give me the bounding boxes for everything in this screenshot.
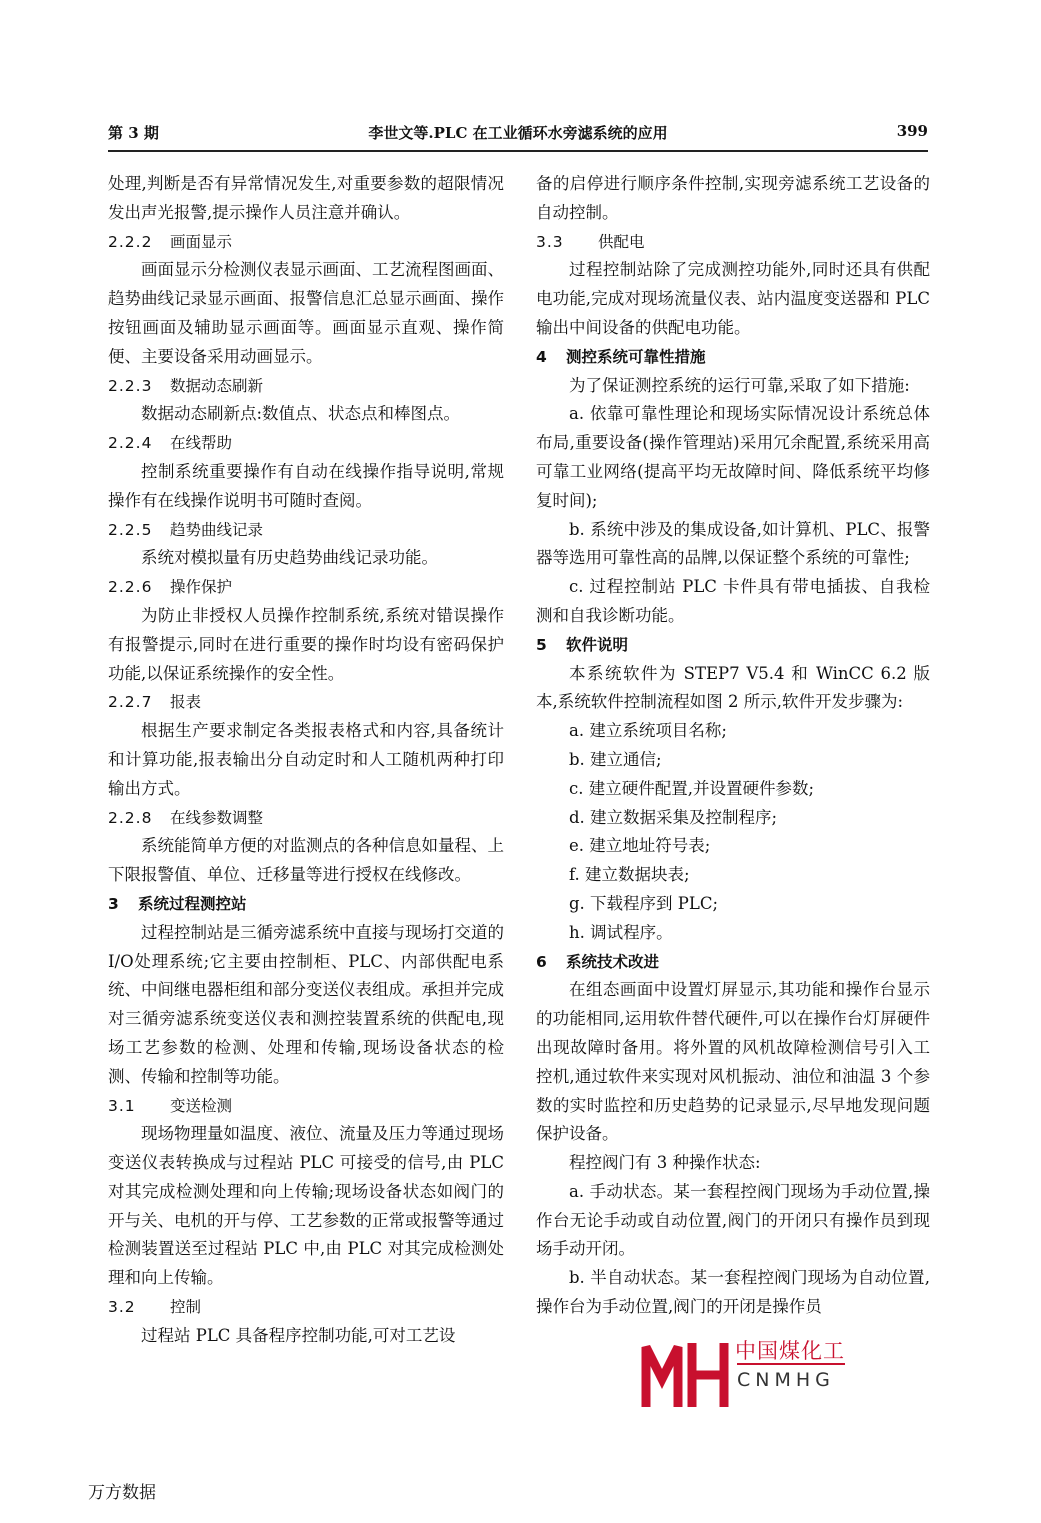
heading-text: 软件说明 [566,635,629,654]
section-heading [536,343,930,372]
heading-text: 变送检测 [170,1096,233,1115]
paragraph: 过程控制站除了完成测控功能外,同时还具有供配电功能,完成对现场流量仪表、站内温度变送器和 PLC 输出中间设备的供配电功能。 [536,260,930,337]
heading-text: 画面显示 [170,232,233,251]
subsection-heading [108,228,504,257]
paragraph: 控制系统重要操作有自动在线操作指导说明,常规操作有在线操作说明书可随时查阅。 [108,461,504,510]
section-heading [536,948,930,977]
heading-number: 2.2.6 [108,578,153,597]
section-heading [536,631,930,660]
heading-number: 2.2.5 [108,520,153,539]
paragraph: 系统对模拟量有历史趋势曲线记录功能。 [141,548,438,568]
heading-number: 3.1 [108,1096,136,1115]
header-rule [108,150,928,152]
paragraph: c. 过程控制站 PLC 卡件具有带电插拔、自我检测和自我诊断功能。 [536,577,930,625]
paragraph: 备的启停进行顺序条件控制,实现旁滤系统工艺设备的自动控制。 [536,174,930,222]
logo-bar [737,1363,845,1365]
paragraph: 系统能简单方便的对监测点的各种信息如量程、上下限报警值、单位、迁移量等进行授权在线修改。 [108,836,504,885]
heading-number: 6 [536,952,548,971]
heading-number: 4 [536,347,548,366]
heading-number: 2.2.4 [108,434,153,453]
logo-english-text: CNMHG [737,1369,835,1391]
paragraph: 本系统软件为 STEP7 V5.4 和 WinCC 6.2 版本,系统软件控制流程如图 2 所示,软件开发步骤为: [536,663,930,712]
heading-text: 测控系统可靠性措施 [566,347,706,366]
subsection-heading [536,228,930,257]
list-item: b. 建立通信; [569,749,662,769]
paragraph: 为防止非授权人员操作控制系统,系统对错误操作有报警提示,同时在进行重要的操作时均设有密码保护功能,以保证系统操作的安全性。 [108,605,504,683]
footer-watermark: 万方数据 [88,1483,156,1503]
list-item: d. 建立数据采集及控制程序; [569,807,778,827]
heading-number: 2.2.8 [108,808,153,827]
list-item: a. 建立系统项目名称; [569,721,727,741]
subsection-heading [108,688,504,717]
paragraph: b. 系统中涉及的集成设备,如计算机、PLC、报警器等选用可靠性高的品牌,以保证整个系统的可靠性; [536,519,930,568]
heading-number: 2.2.2 [108,232,153,251]
heading-text: 控制 [170,1298,202,1317]
paragraph: 程控阀门有 3 种操作状态: [569,1153,761,1173]
heading-text: 系统过程测控站 [138,894,247,913]
subsection-heading [108,1293,504,1322]
subsection-heading [108,516,504,545]
paragraph: 画面显示分检测仪表显示画面、工艺流程图画面、趋势曲线记录显示画面、报警信息汇总显示画面、操作按钮画面及辅助显示画面等。画面显示直观、操作简便、主要设备采用动画显示。 [108,260,504,366]
paragraph: 为了保证测控系统的运行可靠,采取了如下措施: [569,375,910,395]
heading-text: 在线参数调整 [170,808,264,827]
running-title: 李世文等.PLC 在工业循环水旁滤系统的应用 [368,124,668,142]
heading-number: 3.3 [536,232,564,251]
heading-number: 2.2.3 [108,376,153,395]
heading-text: 供配电 [598,232,645,251]
paragraph: 处理,判断是否有异常情况发生,对重要参数的超限情况发出声光报警,提示操作人员注意并确认。 [108,174,504,222]
paragraph: a. 手动状态。某一套程控阀门现场为手动位置,操作台无论手动或自动位置,阀门的开闭只有操作员到现场手动开闭。 [536,1181,930,1259]
subsection-heading [108,573,504,602]
list-item: g. 下载程序到 PLC; [569,893,719,913]
cnmhg-logo [640,1333,855,1413]
right-column [536,170,930,1322]
issue-number: 第 3 期 [108,124,159,142]
logo-mark-icon [640,1333,730,1413]
running-header [108,122,928,148]
subsection-heading [108,372,504,401]
heading-text: 趋势曲线记录 [170,520,264,539]
paragraph: b. 半自动状态。某一套程控阀门现场为自动位置,操作台为手动位置,阀门的开闭是操作员 [536,1268,930,1317]
paragraph: 根据生产要求制定各类报表格式和内容,具备统计和计算功能,报表输出分自动定时和人工随机两种打印输出方式。 [108,721,504,798]
section-heading [108,890,504,919]
logo-chinese-text: 中国煤化工 [735,1339,845,1363]
list-item: c. 建立硬件配置,并设置硬件参数; [569,778,815,798]
page-number: 399 [896,122,928,140]
subsection-heading [108,1092,504,1121]
paragraph: 在组态画面中设置灯屏显示,其功能和操作台显示的功能相同,运用软件替代硬件,可以在操作台灯屏硬件出现故障时备用。将外置的风机故障检测信号引入工控机,通过软件来实现对风机振动、油位和油温 3 个参数的实时监控和历史趋势的记录显示,尽早地发现问题保护设备。 [536,980,930,1144]
list-item: h. 调试程序。 [569,922,673,942]
paragraph: 现场物理量如温度、液位、流量及压力等通过现场变送仪表转换成与过程站 PLC 可接受的信号,由 PLC 对其完成检测处理和向上传输;现场设备状态如阀门的开与关、电机的开与停、工艺参数的正常或报警等通过检测装置送至过程站 PLC 中,由 PLC 对其完成检测处理和向上传输。 [108,1124,504,1288]
heading-text: 操作保护 [170,578,233,597]
paragraph: 过程站 PLC 具备程序控制功能,可对工艺设 [141,1325,456,1345]
paragraph: 过程控制站是三循旁滤系统中直接与现场打交道的I/O处理系统;它主要由控制柜、PLC、内部供配电系统、中间继电器柜组和部分变送仪表组成。承担并完成对三循旁滤系统变送仪表和测控装置系统的供配电,现场工艺参数的检测、处理和传输,现场设备状态的检测、传输和控制等功能。 [108,922,504,1086]
heading-number: 5 [536,635,548,654]
left-column [108,170,504,1351]
heading-number: 3.2 [108,1298,136,1317]
heading-number: 2.2.7 [108,693,153,712]
heading-text: 数据动态刷新 [170,376,264,395]
subsection-heading [108,429,504,458]
heading-text: 系统技术改进 [566,952,660,971]
paragraph: a. 依靠可靠性理论和现场实际情况设计系统总体布局,重要设备(操作管理站)采用冗余配置,系统采用高可靠工业网络(提高平均无故障时间、降低系统平均修复时间); [536,404,930,510]
heading-number: 3 [108,894,120,913]
subsection-heading [108,804,504,833]
list-item: e. 建立地址符号表; [569,836,711,856]
list-item: f. 建立数据块表; [569,865,690,885]
heading-text: 在线帮助 [170,434,233,453]
heading-text: 报表 [170,693,202,712]
paragraph: 数据动态刷新点:数值点、状态点和棒图点。 [141,404,461,424]
